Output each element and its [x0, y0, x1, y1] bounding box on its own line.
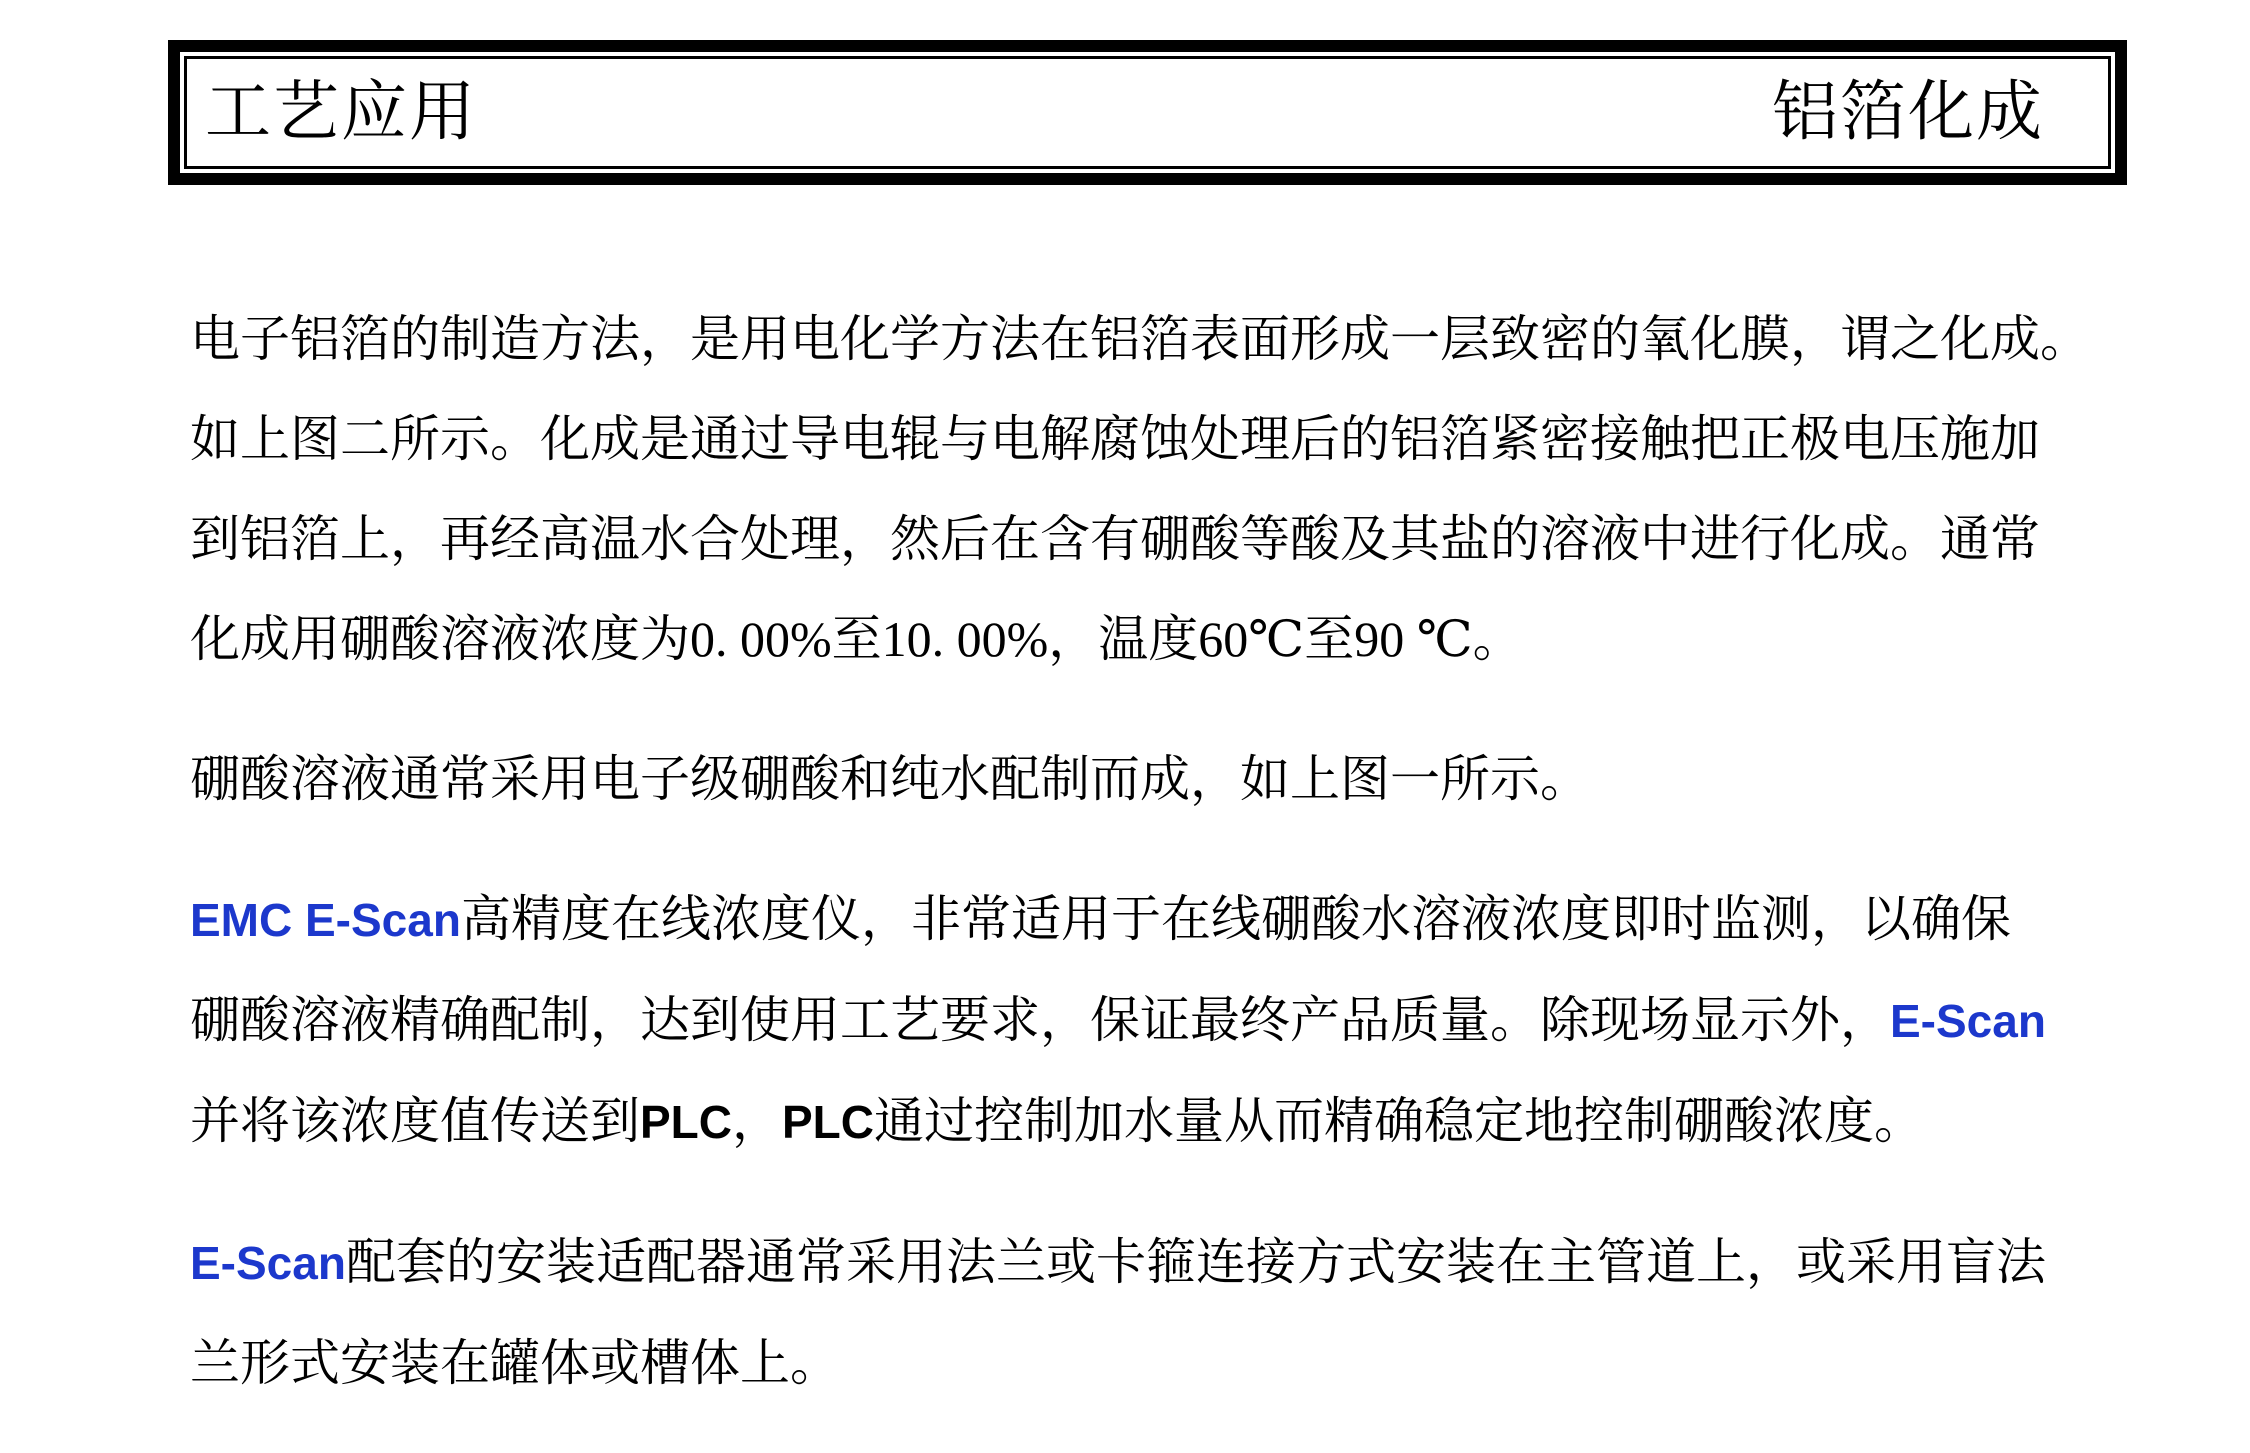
text-segment: 并将该浓度值传送到 — [190, 1093, 640, 1149]
text-segment: PLC — [640, 1096, 732, 1148]
section-title: 工艺应用 — [205, 75, 477, 149]
text-segment: 化成用硼酸溶液浓度为0. 00%至10. 00%，温度60℃至90 ℃。 — [190, 611, 1523, 667]
topic-title: 铝箔化成 — [1772, 75, 2044, 149]
text-segment: PLC — [782, 1096, 874, 1148]
text-line — [190, 729, 2120, 829]
text-segment: 硼酸溶液精确配制，达到使用工艺要求，保证最终产品质量。除现场显示外， — [190, 992, 1890, 1048]
text-segment: 如上图二所示。化成是通过导电辊与电解腐蚀处理后的铝箔紧密接触把正极电压施加 — [190, 411, 2040, 467]
text-segment: 到铝箔上，再经高温水合处理，然后在含有硼酸等酸及其盐的溶液中进行化成。通常 — [190, 511, 2040, 567]
text-line — [190, 289, 2120, 389]
text-segment: E-Scan — [190, 1237, 346, 1289]
text-segment: 硼酸溶液通常采用电子级硼酸和纯水配制而成，如上图一所示。 — [190, 751, 1590, 807]
paragraph — [190, 289, 2120, 689]
text-line — [190, 1212, 2120, 1313]
paragraph — [190, 729, 2120, 829]
paragraph — [190, 869, 2120, 1172]
text-line — [190, 1313, 2120, 1413]
text-line — [190, 869, 2120, 970]
text-line — [190, 489, 2120, 589]
text-segment: ， — [732, 1093, 782, 1149]
paragraph — [190, 1212, 2120, 1413]
text-segment: 高精度在线浓度仪，非常适用于在线硼酸水溶液浓度即时监测，以确保 — [460, 891, 2011, 947]
text-line — [190, 1071, 2120, 1172]
document-body — [190, 289, 2120, 1453]
text-line — [190, 389, 2120, 489]
text-segment: 兰形式安装在罐体或槽体上。 — [190, 1335, 840, 1391]
text-segment: 电子铝箔的制造方法，是用电化学方法在铝箔表面形成一层致密的氧化膜，谓之化成。 — [190, 311, 2090, 367]
text-segment: E-Scan — [1890, 995, 2046, 1047]
header-banner-inner — [184, 56, 2111, 169]
text-line — [190, 589, 2120, 689]
text-line — [190, 970, 2120, 1071]
text-segment: EMC E-Scan — [190, 894, 461, 946]
text-segment: 通过控制加水量从而精确稳定地控制硼酸浓度。 — [874, 1093, 1924, 1149]
text-segment: 配套的安装适配器通常采用法兰或卡箍连接方式安装在主管道上，或采用盲法 — [345, 1234, 2046, 1290]
header-banner — [168, 40, 2127, 185]
